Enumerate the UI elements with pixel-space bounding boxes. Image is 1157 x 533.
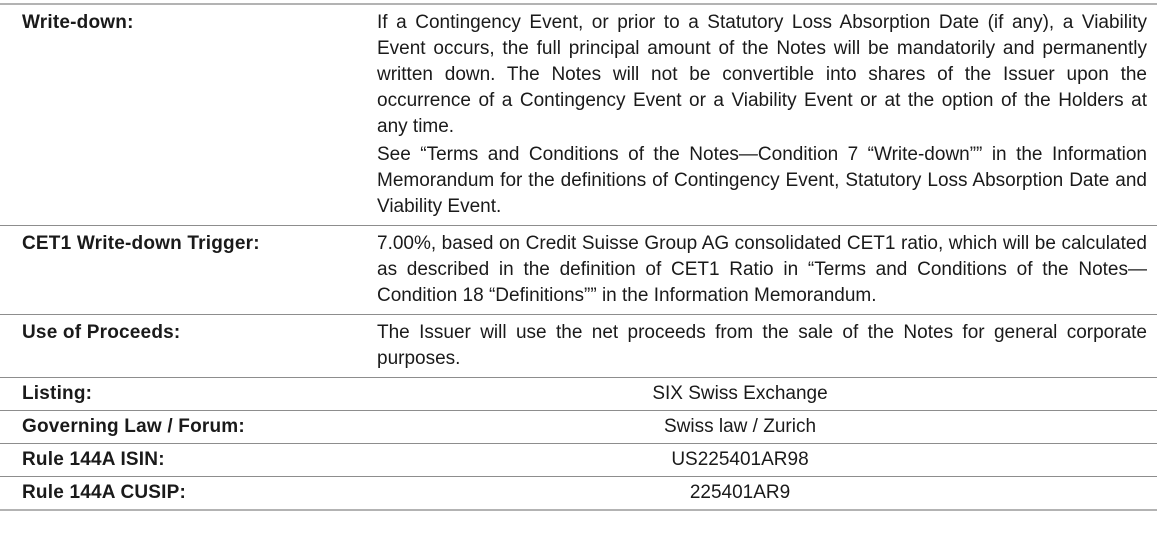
- row-paragraph: 225401AR9: [689, 482, 791, 503]
- row-label: Use of Proceeds:: [22, 322, 181, 343]
- row-paragraph: The Issuer will use the net proceeds from the sale of the Notes for general corporate purposes.: [377, 322, 1147, 369]
- row-paragraph: 7.00%, based on Credit Suisse Group AG consolidated CET1 ratio, which will be calculated as described in the definition of CET1 Ratio in “Terms and Conditions of the Notes—Condition 18 “Definitions”” in the Information Memorandum.: [377, 233, 1147, 306]
- table-row: [0, 226, 1157, 315]
- row-value: [377, 315, 1157, 377]
- table-row: [0, 477, 1157, 509]
- row-value: [377, 378, 1157, 410]
- row-label: CET1 Write-down Trigger:: [22, 233, 260, 254]
- term-sheet-table: [0, 3, 1157, 511]
- row-value: [377, 5, 1157, 225]
- table-row: [0, 378, 1157, 411]
- row-label: Rule 144A ISIN:: [22, 449, 165, 470]
- row-label: Listing:: [22, 383, 93, 404]
- row-paragraph: Swiss law / Zurich: [663, 416, 817, 437]
- row-value: [377, 411, 1157, 443]
- row-paragraph: If a Contingency Event, or prior to a Statutory Loss Absorption Date (if any), a Viability Event occurs, the full principal amount of the Notes will be mandatorily and permanently written down. The Notes will not be convertible into shares of the Issuer upon the occurrence of a Contingency Event or a Viability Event or at the option of the Holders at any time.: [377, 12, 1147, 137]
- row-label: Rule 144A CUSIP:: [22, 482, 187, 503]
- row-value: [377, 477, 1157, 509]
- table-row: [0, 444, 1157, 477]
- row-paragraph: See “Terms and Conditions of the Notes—Condition 7 “Write-down”” in the Information Memorandum for the definitions of Contingency Event, Statutory Loss Absorption Date and Viability Event.: [377, 144, 1147, 217]
- table-row: [0, 411, 1157, 444]
- row-paragraph: US225401AR98: [671, 449, 809, 470]
- row-label: Governing Law / Forum:: [22, 416, 245, 437]
- table-row: [0, 315, 1157, 378]
- table-row: [0, 5, 1157, 226]
- row-value: [377, 226, 1157, 314]
- row-label: Write-down:: [22, 12, 134, 33]
- row-value: [377, 444, 1157, 476]
- row-paragraph: SIX Swiss Exchange: [652, 383, 828, 404]
